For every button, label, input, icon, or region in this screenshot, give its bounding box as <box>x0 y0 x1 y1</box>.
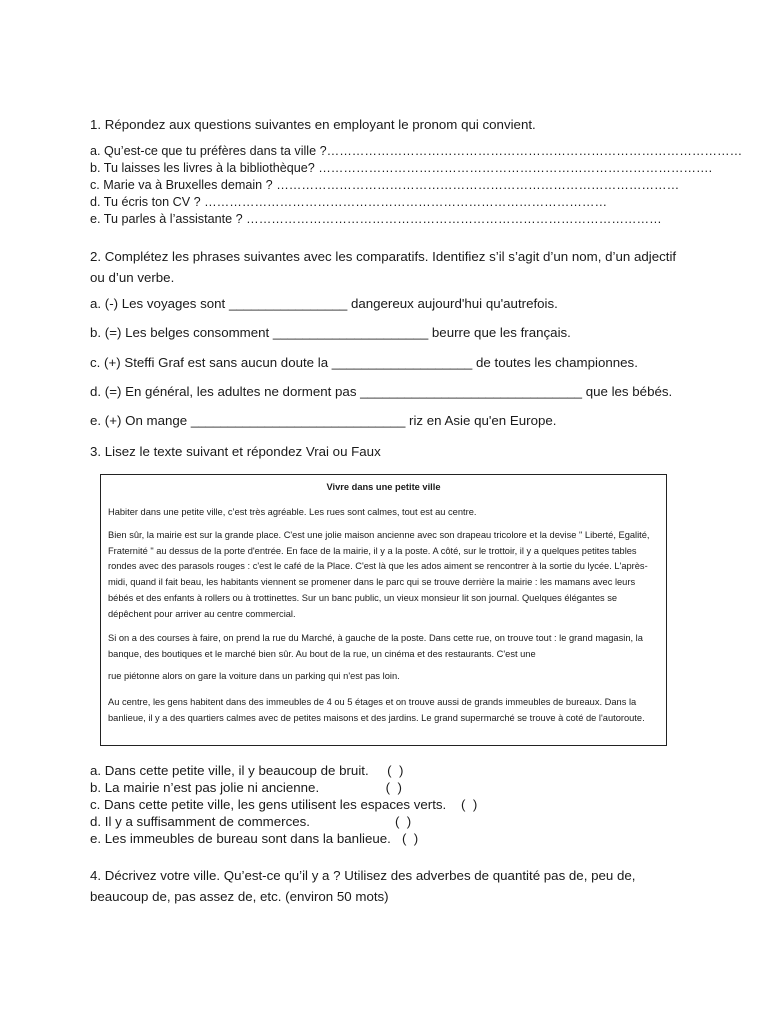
q2-item-e: e. (+) On mange _____________________________ riz en Asie qu'en Europe. <box>90 413 557 428</box>
q2-item-a: a. (-) Les voyages sont ________________ dangereux aujourd'hui qu'autrefois. <box>90 296 558 311</box>
reading-paragraph-2: Bien sûr, la mairie est sur la grande place. C'est une jolie maison ancienne avec son drapeau tricolore et la devise " Liberté, Egalité, Fraternité " au dessus de la porte d'entrée. En face de la mairie, il y a la poste. A côté, sur le trottoir, il y a quelques petites tables rondes avec des parasols rouges : c'est le café de la Place. C'est là que les ados aiment se rencontrer à la sortie du lycée. L'après-midi, quand il fait beau, les habitants viennent se promener dans le parc qui se trouve derrière la mairie : les mamans avec leurs bébés et des enfants à rollers ou à trottinettes. Sur un banc public, un vieux monsieur lit son journal. Quelques élégantes se dépêchent pour arriver au centre commercial. <box>108 530 650 619</box>
reading-paragraph-3: Si on a des courses à faire, on prend la rue du Marché, à gauche de la poste. Dans cette rue, on trouve tout : le grand magasin, la banque, des boutiques et le marché bien sûr. Au bout de la rue, un cinéma et des restaurants. C'est une <box>108 633 643 659</box>
q1-heading: 1. Répondez aux questions suivantes en employant le pronom qui convient. <box>90 117 536 132</box>
q3-item-d: d. Il y a suffisamment de commerces. ( ) <box>90 814 412 829</box>
reading-text-title: Vivre dans une petite ville <box>326 482 441 492</box>
reading-paragraph-4: rue piétonne alors on gare la voiture dans un parking qui n'est pas loin. <box>108 671 400 681</box>
q1-item-b: b. Tu laisses les livres à la bibliothèque? …………………………………………………………………………………. <box>90 161 713 175</box>
q2-item-d: d. (=) En général, les adultes ne dorment pas ______________________________ que les bébés. <box>90 384 673 399</box>
q3-item-a: a. Dans cette petite ville, il y beaucoup de bruit. ( ) <box>90 763 404 778</box>
q1-item-e: e. Tu parles à l’assistante ? ……………………………………………………………………………………… <box>90 212 662 226</box>
q1-item-a: a. Qu’est-ce que tu préfères dans ta ville ?……………………………………………………………………………………… <box>90 144 743 158</box>
reading-paragraph-1: Habiter dans une petite ville, c’est très agréable. Les rues sont calmes, tout est au centre. <box>108 507 477 517</box>
reading-paragraph-5: Au centre, les gens habitent dans des immeubles de 4 ou 5 étages et on trouve aussi de grands immeubles de bureaux. Dans la banlieue, il y a des quartiers calmes avec de petites maisons et des jardins. Le grand supermarché se trouve à coté de l'autoroute. <box>108 697 645 723</box>
q3-item-e: e. Les immeubles de bureau sont dans la banlieue. ( ) <box>90 831 419 846</box>
q1-item-c: c. Marie va à Bruxelles demain ? …………………………………………………………………………………… <box>90 178 680 192</box>
q3-item-b: b. La mairie n’est pas jolie ni ancienne. ( ) <box>90 780 402 795</box>
q3-item-c: c. Dans cette petite ville, les gens utilisent les espaces verts. ( ) <box>90 797 478 812</box>
q2-heading: 2. Complétez les phrases suivantes avec les comparatifs. Identifiez s’il s’agit d’un nom, d’un adjectif ou d’un verbe. <box>90 249 677 285</box>
q3-heading: 3. Lisez le texte suivant et répondez Vrai ou Faux <box>90 444 381 459</box>
q2-item-b: b. (=) Les belges consomment _____________________ beurre que les français. <box>90 325 571 340</box>
reading-text-box <box>100 474 667 746</box>
q4-heading: 4. Décrivez votre ville. Qu’est-ce qu’il y a ? Utilisez des adverbes de quantité pas de, peu de, beaucoup de, pas assez de, etc. (environ 50 mots) <box>90 868 636 904</box>
q1-item-d: d. Tu écris ton CV ? …………………………………………………………………………………… <box>90 195 608 209</box>
q2-item-c: c. (+) Steffi Graf est sans aucun doute la ___________________ de toutes les championnes. <box>90 355 638 370</box>
